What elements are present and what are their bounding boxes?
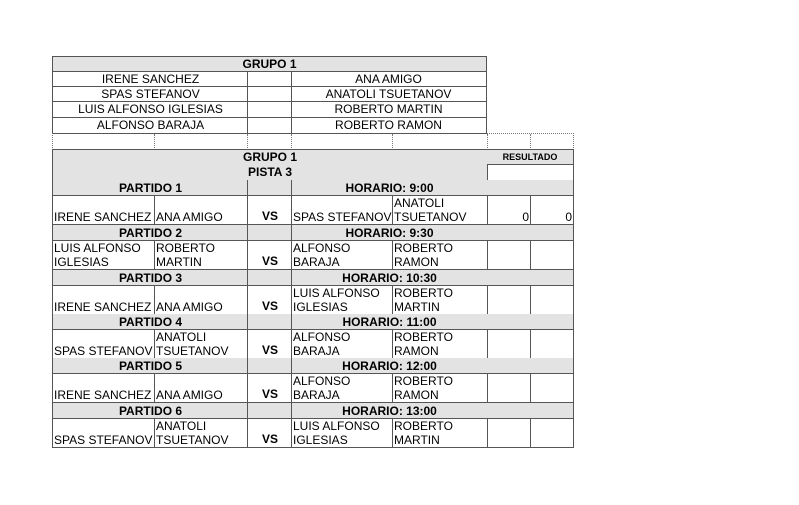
- result-header-cell: [530, 270, 574, 286]
- score-cell: [530, 240, 574, 270]
- group-player-right: ROBERTO MARTIN: [291, 101, 487, 118]
- group-player-left: ALFONSO BARAJA: [52, 117, 248, 134]
- result-header-cell: [487, 403, 531, 419]
- group-spacer-cell: [247, 117, 292, 134]
- player-name: ROBERTO MARTIN: [392, 285, 488, 315]
- match-title: PARTIDO 5: [52, 358, 248, 374]
- group-player-left: IRENE SANCHEZ: [52, 71, 248, 87]
- score-cell: [530, 418, 574, 448]
- score-cell: 0: [530, 195, 574, 225]
- score-cell: [487, 418, 531, 448]
- player-name: ROBERTO MARTIN: [154, 240, 248, 270]
- grid-line: [247, 134, 248, 150]
- match-time: HORARIO: 9:30: [291, 225, 488, 241]
- score-cell: 0: [487, 195, 531, 225]
- player-name: IRENE SANCHEZ: [52, 373, 155, 403]
- player-name: ROBERTO RAMON: [392, 240, 488, 270]
- player-name: ROBERTO MARTIN: [392, 418, 488, 448]
- group-player-right: ROBERTO RAMON: [291, 117, 487, 134]
- match-time: HORARIO: 12:00: [291, 358, 488, 374]
- player-name: LUIS ALFONSO IGLESIAS: [291, 285, 393, 315]
- result-header-cell: [487, 314, 531, 330]
- player-name: LUIS ALFONSO IGLESIAS: [291, 418, 393, 448]
- score-cell: [487, 373, 531, 403]
- player-name: ANATOLI TSUETANOV: [154, 418, 248, 448]
- court-label: PISTA 3: [52, 164, 488, 181]
- match-header-spacer: [247, 403, 292, 419]
- player-name: ROBERTO RAMON: [392, 329, 488, 359]
- match-time: HORARIO: 11:00: [291, 314, 488, 330]
- group-player-left: SPAS STEFANOV: [52, 86, 248, 102]
- result-header-cell: [487, 225, 531, 241]
- vs-label: VS: [247, 240, 292, 270]
- player-name: IRENE SANCHEZ: [52, 195, 155, 225]
- score-cell: [487, 240, 531, 270]
- player-name: ANA AMIGO: [154, 195, 248, 225]
- player-name: ALFONSO BARAJA: [291, 240, 393, 270]
- schedule-group-title: GRUPO 1: [52, 149, 488, 165]
- match-title: PARTIDO 1: [52, 180, 248, 196]
- match-title: PARTIDO 4: [52, 314, 248, 330]
- result-header-cell: [530, 358, 574, 374]
- group-spacer-cell: [247, 71, 292, 87]
- group-spacer-cell: [247, 101, 292, 118]
- grid-line: [487, 134, 488, 150]
- score-cell: [530, 329, 574, 359]
- player-name: SPAS STEFANOV: [52, 418, 155, 448]
- player-name: SPAS STEFANOV: [291, 195, 393, 225]
- player-name: ANA AMIGO: [154, 373, 248, 403]
- grid-line: [487, 133, 574, 134]
- score-cell: [530, 285, 574, 315]
- player-name: ALFONSO BARAJA: [291, 373, 393, 403]
- match-title: PARTIDO 3: [52, 270, 248, 286]
- result-header-cell: [487, 180, 531, 196]
- result-header: RESULTADO: [487, 149, 574, 165]
- player-name: IRENE SANCHEZ: [52, 285, 155, 315]
- grid-line: [154, 134, 155, 150]
- player-name: SPAS STEFANOV: [52, 329, 155, 359]
- group-player-left: LUIS ALFONSO IGLESIAS: [52, 101, 248, 118]
- score-cell: [530, 373, 574, 403]
- match-time: HORARIO: 13:00: [291, 403, 488, 419]
- group-player-right: ANATOLI TSUETANOV: [291, 86, 487, 102]
- result-header-cell: [530, 403, 574, 419]
- player-name: ROBERTO RAMON: [392, 373, 488, 403]
- grid-line: [530, 134, 531, 150]
- match-title: PARTIDO 2: [52, 225, 248, 241]
- player-name: ANATOLI TSUETANOV: [392, 195, 488, 225]
- vs-label: VS: [247, 373, 292, 403]
- match-time: HORARIO: 9:00: [291, 180, 488, 196]
- result-header-cell: [487, 270, 531, 286]
- group-spacer-cell: [247, 86, 292, 102]
- vs-label: VS: [247, 195, 292, 225]
- grid-line: [392, 134, 393, 150]
- score-cell: [487, 285, 531, 315]
- result-header-cell: [530, 225, 574, 241]
- player-name: ANA AMIGO: [154, 285, 248, 315]
- match-header-spacer: [247, 358, 292, 374]
- match-time: HORARIO: 10:30: [291, 270, 488, 286]
- result-header-cell: [487, 358, 531, 374]
- player-name: ALFONSO BARAJA: [291, 329, 393, 359]
- match-title: PARTIDO 6: [52, 403, 248, 419]
- score-cell: [487, 329, 531, 359]
- player-name: LUIS ALFONSO IGLESIAS: [52, 240, 155, 270]
- match-header-spacer: [247, 314, 292, 330]
- group-player-right: ANA AMIGO: [291, 71, 487, 87]
- vs-label: VS: [247, 285, 292, 315]
- result-spacer-cell: [487, 164, 574, 181]
- empty-grid-row: [52, 133, 574, 150]
- player-name: ANATOLI TSUETANOV: [154, 329, 248, 359]
- result-header-cell: [530, 180, 574, 196]
- grid-line: [291, 134, 292, 150]
- result-header-cell: [530, 314, 574, 330]
- match-header-spacer: [247, 225, 292, 241]
- group-table-title: GRUPO 1: [52, 56, 487, 72]
- vs-label: VS: [247, 418, 292, 448]
- vs-label: VS: [247, 329, 292, 359]
- match-header-spacer: [247, 180, 292, 196]
- match-header-spacer: [247, 270, 292, 286]
